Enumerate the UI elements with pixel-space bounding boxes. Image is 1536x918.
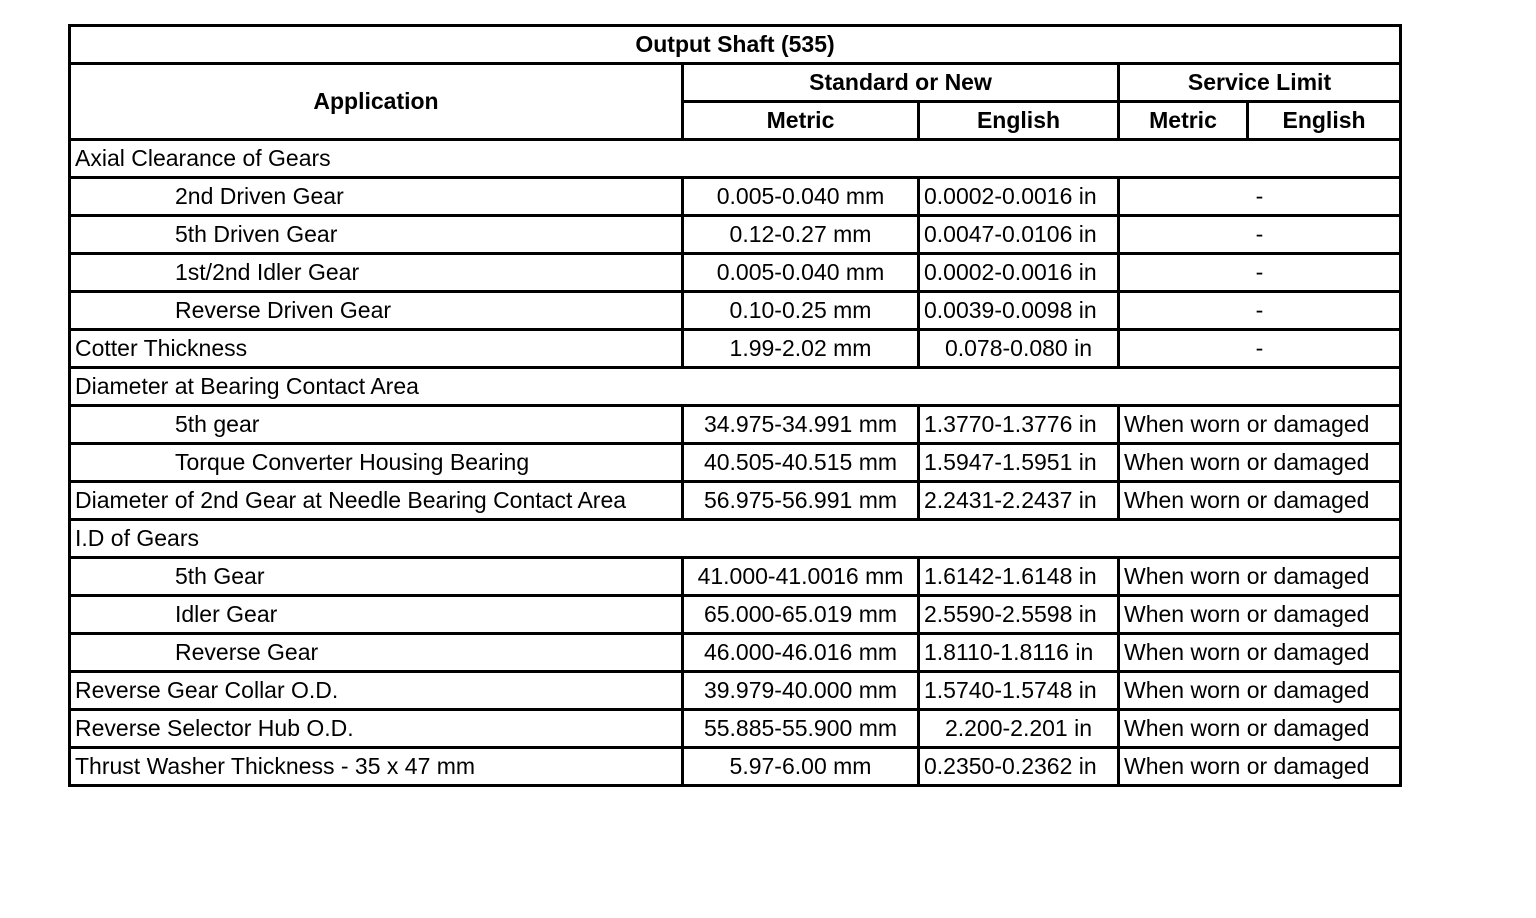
english-value: 0.078-0.080 in — [919, 330, 1119, 368]
service-limit-value: When worn or damaged — [1119, 406, 1401, 444]
application-label: 5th Gear — [70, 558, 683, 596]
metric-value: 0.10-0.25 mm — [683, 292, 919, 330]
section-label: I.D of Gears — [70, 520, 1401, 558]
application-label: 1st/2nd Idler Gear — [70, 254, 683, 292]
service-limit-value: When worn or damaged — [1119, 710, 1401, 748]
section-label: Diameter at Bearing Contact Area — [70, 368, 1401, 406]
english-value: 1.5740-1.5748 in — [919, 672, 1119, 710]
table-title: Output Shaft (535) — [70, 26, 1401, 64]
service-limit-value: When worn or damaged — [1119, 748, 1401, 786]
service-english-header: English — [1248, 102, 1401, 140]
metric-value: 56.975-56.991 mm — [683, 482, 919, 520]
metric-value: 65.000-65.019 mm — [683, 596, 919, 634]
metric-value: 1.99-2.02 mm — [683, 330, 919, 368]
english-value: 0.0002-0.0016 in — [919, 254, 1119, 292]
english-value: 0.0039-0.0098 in — [919, 292, 1119, 330]
service-limit-header: Service Limit — [1119, 64, 1401, 102]
metric-value: 34.975-34.991 mm — [683, 406, 919, 444]
metric-value: 55.885-55.900 mm — [683, 710, 919, 748]
service-limit-value: - — [1119, 216, 1401, 254]
metric-value: 5.97-6.00 mm — [683, 748, 919, 786]
application-label: Idler Gear — [70, 596, 683, 634]
english-value: 1.5947-1.5951 in — [919, 444, 1119, 482]
metric-value: 0.005-0.040 mm — [683, 178, 919, 216]
application-label: Reverse Gear — [70, 634, 683, 672]
english-value: 1.3770-1.3776 in — [919, 406, 1119, 444]
table-row — [70, 178, 1401, 216]
application-label: 2nd Driven Gear — [70, 178, 683, 216]
english-value: 2.2431-2.2437 in — [919, 482, 1119, 520]
metric-value: 40.505-40.515 mm — [683, 444, 919, 482]
standard-english-header: English — [919, 102, 1119, 140]
english-value: 1.6142-1.6148 in — [919, 558, 1119, 596]
service-limit-value: When worn or damaged — [1119, 482, 1401, 520]
english-value: 2.200-2.201 in — [919, 710, 1119, 748]
standard-or-new-header: Standard or New — [683, 64, 1119, 102]
service-metric-header: Metric — [1119, 102, 1248, 140]
standard-metric-header: Metric — [683, 102, 919, 140]
english-value: 0.0047-0.0106 in — [919, 216, 1119, 254]
service-limit-value: When worn or damaged — [1119, 672, 1401, 710]
table-row — [70, 482, 1401, 520]
table-row — [70, 254, 1401, 292]
service-limit-value: When worn or damaged — [1119, 634, 1401, 672]
service-limit-value: - — [1119, 254, 1401, 292]
table-row — [70, 292, 1401, 330]
table-row — [70, 710, 1401, 748]
section-row — [70, 140, 1401, 178]
service-limit-value: When worn or damaged — [1119, 558, 1401, 596]
service-limit-value: When worn or damaged — [1119, 596, 1401, 634]
metric-value: 41.000-41.0016 mm — [683, 558, 919, 596]
table-row — [70, 330, 1401, 368]
english-value: 0.0002-0.0016 in — [919, 178, 1119, 216]
table-row — [70, 406, 1401, 444]
english-value: 0.2350-0.2362 in — [919, 748, 1119, 786]
metric-value: 0.12-0.27 mm — [683, 216, 919, 254]
metric-value: 39.979-40.000 mm — [683, 672, 919, 710]
english-value: 1.8110-1.8116 in — [919, 634, 1119, 672]
service-limit-value: - — [1119, 178, 1401, 216]
section-row — [70, 368, 1401, 406]
metric-value: 46.000-46.016 mm — [683, 634, 919, 672]
table-row — [70, 634, 1401, 672]
application-label: Thrust Washer Thickness - 35 x 47 mm — [70, 748, 683, 786]
spec-table-body — [70, 140, 1401, 786]
application-label: Torque Converter Housing Bearing — [70, 444, 683, 482]
table-row — [70, 216, 1401, 254]
english-value: 2.5590-2.5598 in — [919, 596, 1119, 634]
application-label: 5th gear — [70, 406, 683, 444]
metric-value: 0.005-0.040 mm — [683, 254, 919, 292]
service-limit-value: When worn or damaged — [1119, 444, 1401, 482]
table-row — [70, 672, 1401, 710]
table-row — [70, 558, 1401, 596]
application-label: 5th Driven Gear — [70, 216, 683, 254]
application-label: Reverse Selector Hub O.D. — [70, 710, 683, 748]
table-row — [70, 596, 1401, 634]
table-row — [70, 444, 1401, 482]
service-limit-value: - — [1119, 292, 1401, 330]
application-label: Reverse Gear Collar O.D. — [70, 672, 683, 710]
section-row — [70, 520, 1401, 558]
table-row — [70, 748, 1401, 786]
application-label: Cotter Thickness — [70, 330, 683, 368]
output-shaft-spec-table — [68, 24, 1402, 787]
application-header: Application — [70, 64, 683, 140]
section-label: Axial Clearance of Gears — [70, 140, 1401, 178]
application-label: Diameter of 2nd Gear at Needle Bearing Contact Area — [70, 482, 683, 520]
service-limit-value: - — [1119, 330, 1401, 368]
application-label: Reverse Driven Gear — [70, 292, 683, 330]
